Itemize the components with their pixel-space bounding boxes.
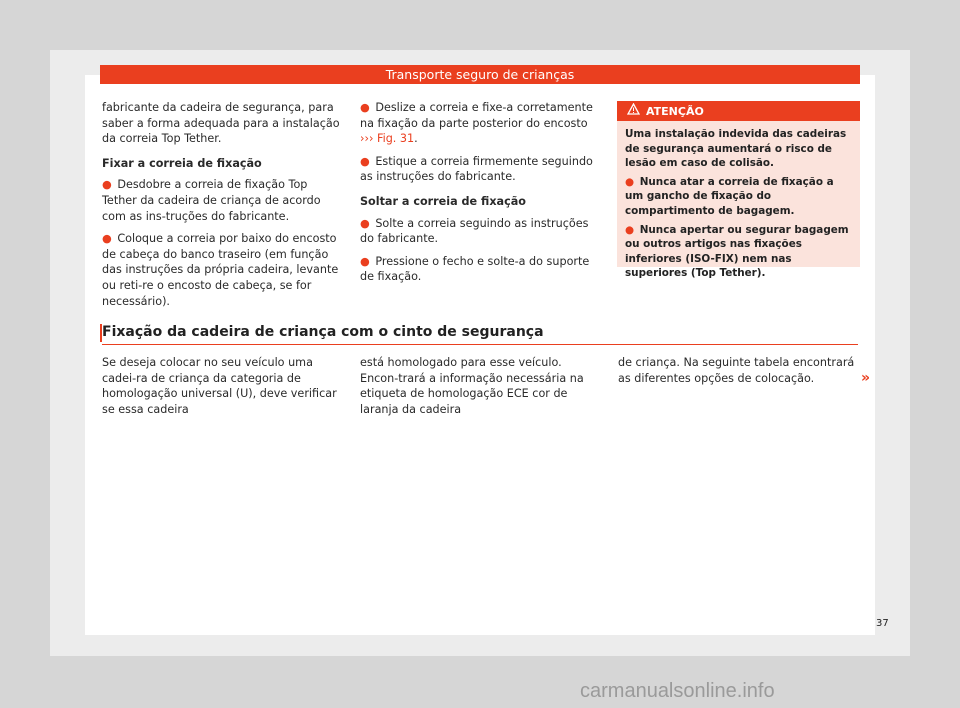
- bullet-text: Pressione o fecho e solte-a do suporte de fixação.: [360, 254, 590, 284]
- subheading-soltar: Soltar a correia de fixação: [360, 194, 526, 208]
- bullet-icon: ●: [102, 178, 112, 192]
- bullet-end: .: [414, 132, 418, 146]
- bullet-icon: ●: [360, 101, 370, 114]
- warning-header: [617, 101, 860, 121]
- section-paragraph: Se deseja colocar no seu veículo uma cadei-ra de criança da categoria de homologação universal (U), deve verificar se essa cadeira: [102, 356, 337, 416]
- bullet-icon: ●: [360, 254, 370, 268]
- watermark: carmanualsonline.info: [580, 680, 775, 702]
- bullet-icon: ●: [360, 216, 370, 230]
- section-column-3: [618, 355, 858, 393]
- bullet-item: [102, 177, 342, 224]
- warning-body: [617, 121, 860, 281]
- text-column-1: [102, 100, 342, 316]
- section-column-2: [360, 355, 602, 424]
- warning-text: Uma instalação indevida das cadeiras de segurança aumentará o risco de lesão em caso de colisão.: [625, 128, 847, 170]
- section-title: Fixação da cadeira de criança com o cinto de segurança: [102, 324, 858, 345]
- warning-bullet-text: Nunca apertar ou segurar bagagem ou outros artigos nas fixações inferiores (ISO-FIX) nem nas superiores (Top Tether).: [625, 223, 849, 280]
- warning-triangle-icon: [627, 101, 640, 121]
- page-number: 37: [876, 618, 889, 629]
- warning-title: ATENÇÃO: [646, 105, 704, 118]
- warning-bullet-text: Nunca atar a correia de fixação a um gancho de fixação do compartimento de bagagem.: [625, 175, 834, 217]
- bullet-item: [360, 100, 600, 147]
- section-column-1: [102, 355, 342, 424]
- bullet-item: [360, 254, 600, 285]
- warning-box: [617, 101, 860, 280]
- figure-link[interactable]: ››› Fig. 31: [360, 132, 415, 146]
- bullet-text: Deslize a correia e fixe-a corretamente na fixação da parte posterior do encosto: [360, 101, 593, 130]
- continue-icon: »: [861, 370, 871, 386]
- warning-bullet: [625, 223, 852, 281]
- chapter-header: Transporte seguro de crianças: [100, 65, 860, 84]
- bullet-text: Coloque a correia por baixo do encosto de cabeça do banco traseiro (em função das instruções da própria cadeira, levante ou reti-re o encosto de cabeça, se for necessário).: [102, 232, 339, 308]
- warning-bullet: [625, 175, 852, 219]
- bullet-item: [102, 231, 342, 309]
- bullet-icon: ●: [102, 232, 112, 246]
- intro-paragraph: fabricante da cadeira de segurança, para saber a forma adequada para a instalação da correia Top Tether.: [102, 101, 340, 146]
- bullet-icon: ●: [360, 154, 370, 168]
- bullet-icon: ●: [625, 175, 635, 188]
- section-paragraph: está homologado para esse veículo. Encon-trará a informação necessária na etiqueta de homologação ECE cor de laranja da cadeira: [360, 356, 584, 416]
- text-column-2: [360, 100, 600, 292]
- subheading-fixar: Fixar a correia de fixação: [102, 156, 262, 170]
- section-paragraph: de criança. Na seguinte tabela encontrará as diferentes opções de colocação.: [618, 356, 855, 385]
- bullet-text: Solte a correia seguindo as instruções do fabricante.: [360, 216, 589, 246]
- bullet-text: Desdobre a correia de fixação Top Tether da cadeira de criança de acordo com as ins-truções do fabricante.: [102, 178, 321, 223]
- bullet-item: [360, 216, 600, 247]
- bullet-item: [360, 154, 600, 185]
- bullet-text: Estique a correia firmemente seguindo as instruções do fabricante.: [360, 154, 593, 184]
- bullet-icon: ●: [625, 223, 635, 236]
